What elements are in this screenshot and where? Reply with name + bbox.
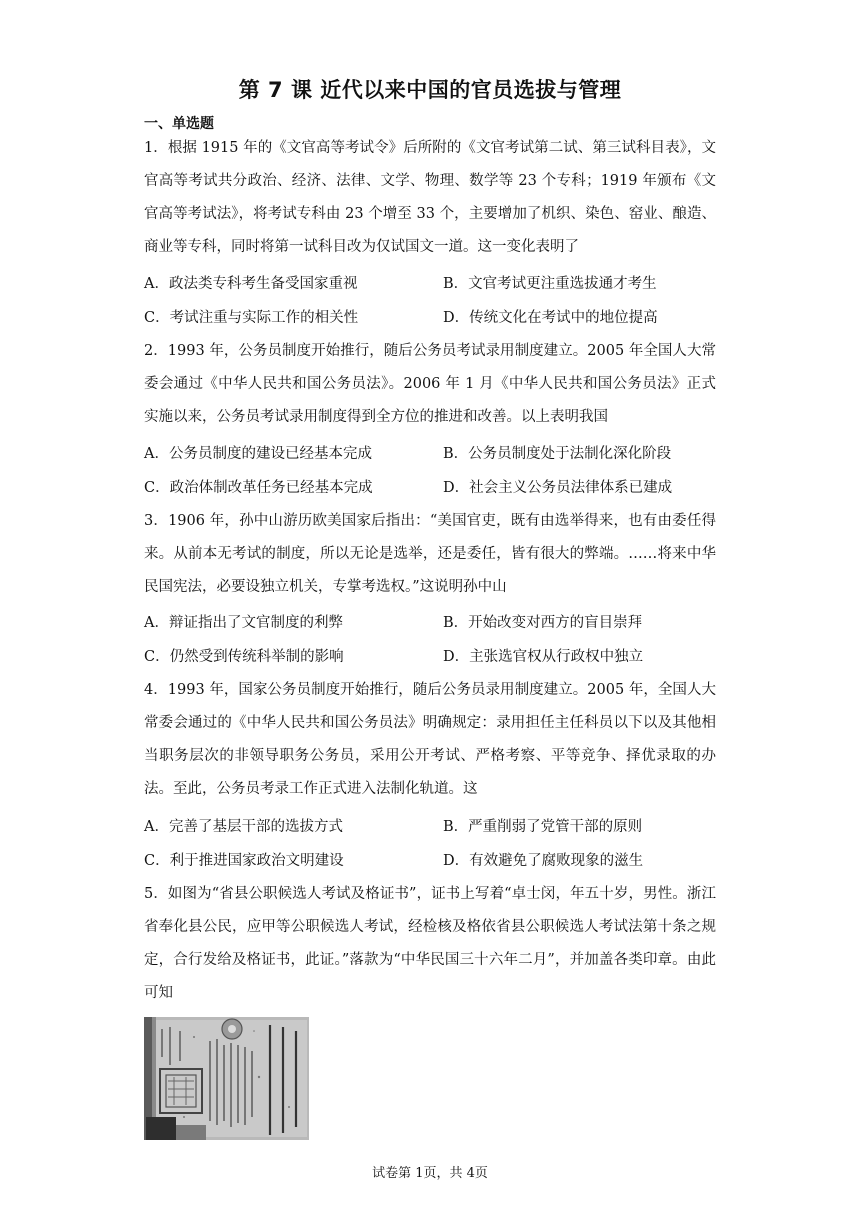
question-1-option-c[interactable]: C．考试注重与实际工作的相关性	[144, 310, 359, 326]
question-3-option-a[interactable]: A．辩证指出了文官制度的利弊	[144, 615, 343, 631]
question-1-stem: 1．根据 1915 年的《文官高等考试令》后所附的《文官考试第二试、第三试科目表》，文官高等考试共分政治、经济、法律、文学、物理、数学等 23 个专科；1919 年颁布《文官高等考试法》，将考试专科由 23 个增至 33 个，主要增加了机织、染色、窑业、酿造、商业等专科，同时将第一试科目改为仅试国文一道。这一变化表明了	[144, 140, 716, 255]
question-4-option-c[interactable]: C．利于推进国家政治文明建设	[144, 853, 344, 869]
question-5-stem: 5．如图为“省县公职候选人考试及格证书”，证书上写着“卓士闵，年五十岁，男性。浙江省奉化县公民，应甲等公职候选人考试，经检核及格依省县公职候选人考试法第十条之规定，合行发给及格证书，此证。”落款为“中华民国三十六年二月”，并加盖各类印章。由此可知	[144, 886, 716, 1001]
question-2-option-d[interactable]: D．社会主义公务员法律体系已建成	[443, 480, 673, 496]
question-3-stem: 3．1906 年，孙中山游历欧美国家后指出：“美国官吏，既有由选举得来，也有由委任得来。从前本无考试的制度，所以无论是选举，还是委任，皆有很大的弊端。……将来中华民国宪法，必要设独立机关，专掌考选权。”这说明孙中山	[144, 513, 716, 595]
question-3-option-b[interactable]: B．开始改变对西方的盲目崇拜	[443, 615, 643, 631]
question-3-option-c[interactable]: C．仍然受到传统科举制的影响	[144, 649, 344, 665]
page-footer: 试卷第 1页，共 4页	[372, 1166, 488, 1181]
question-2-option-b[interactable]: B．公务员制度处于法制化深化阶段	[443, 446, 672, 462]
question-2-option-c[interactable]: C．政治体制改革任务已经基本完成	[144, 480, 373, 496]
certificate-image	[144, 1017, 309, 1140]
page-title: 第 7 课 近代以来中国的官员选拔与管理	[238, 78, 622, 102]
question-3-option-d[interactable]: D．主张选官权从行政权中独立	[443, 649, 644, 665]
question-4-option-b[interactable]: B．严重削弱了党管干部的原则	[443, 819, 643, 835]
question-2-option-a[interactable]: A．公务员制度的建设已经基本完成	[144, 446, 372, 462]
section-heading: 一、单选题	[144, 116, 214, 132]
question-4-stem: 4．1993 年，国家公务员制度开始推行，随后公务员录用制度建立。2005 年，全国人大常委会通过的《中华人民共和国公务员法》明确规定：录用担任主任科员以下以及其他相当职务层次的非领导职务公务员，采用公开考试、严格考察、平等竞争、择优录取的办法。至此，公务员考录工作正式进入法制化轨道。这	[144, 682, 716, 797]
question-2-stem: 2．1993 年，公务员制度开始推行，随后公务员考试录用制度建立。2005 年全国人大常委会通过《中华人民共和国公务员法》。2006 年 1 月《中华人民共和国公务员法》正式实施以来，公务员考试录用制度得到全方位的推进和改善。以上表明我国	[144, 343, 716, 425]
question-4-option-d[interactable]: D．有效避免了腐败现象的滋生	[443, 853, 644, 869]
question-1-option-b[interactable]: B．文官考试更注重选拔通才考生	[443, 276, 657, 292]
question-1-option-a[interactable]: A．政法类专科考生备受国家重视	[144, 276, 358, 292]
question-4-option-a[interactable]: A．完善了基层干部的选拔方式	[144, 819, 343, 835]
question-1-option-d[interactable]: D．传统文化在考试中的地位提高	[443, 310, 658, 326]
